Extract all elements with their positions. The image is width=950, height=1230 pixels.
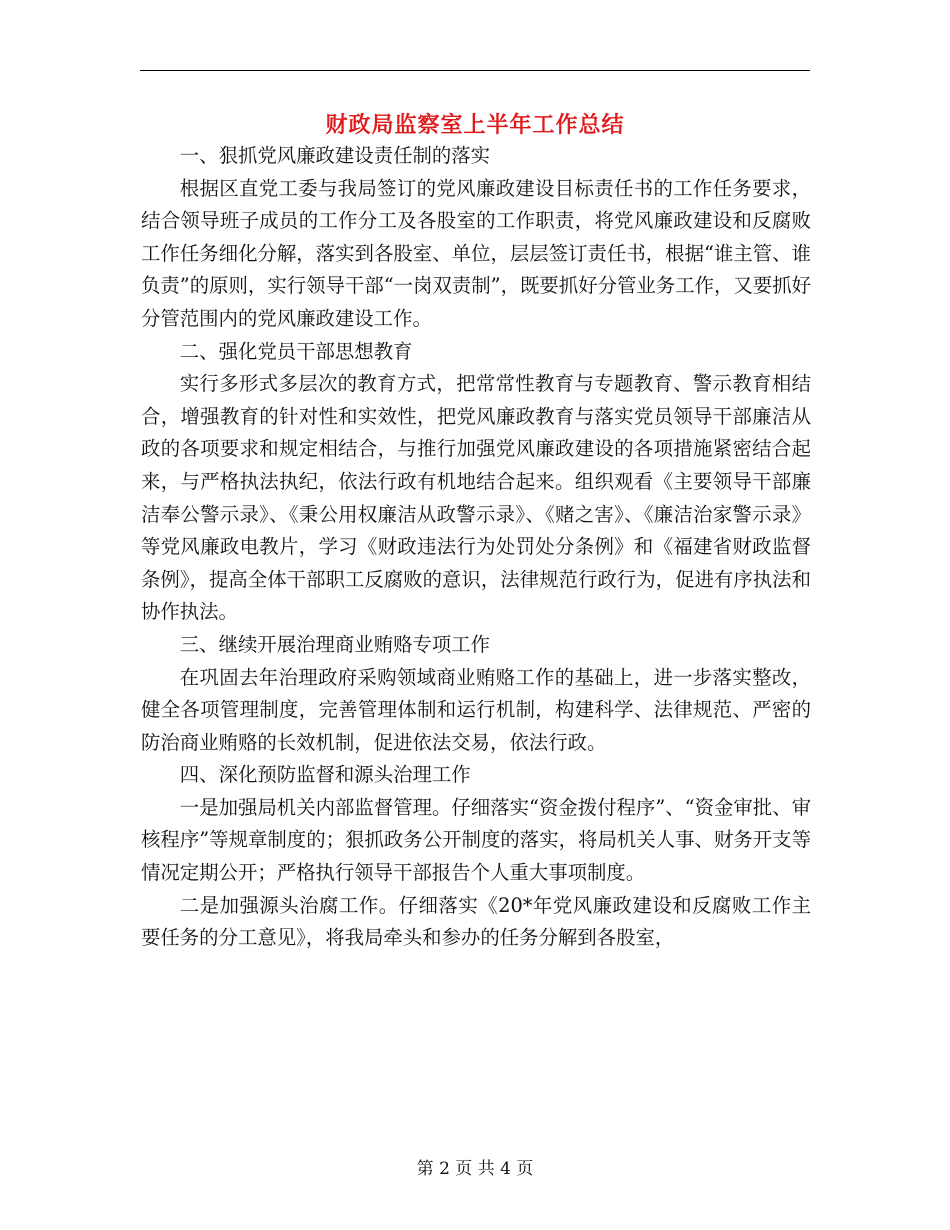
section-3-paragraph-1: 在巩固去年治理政府采购领域商业贿赂工作的基础上，进一步落实整改，健全各项管理制度，完善管理体制和运行机制，构建科学、法律规范、严密的防治商业贿赂的长效机制，促进依法交易，依法行政。 [141, 665, 811, 754]
section-2-paragraph-1: 实行多形式多层次的教育方式，把常常性教育与专题教育、警示教育相结合，增强教育的针对性和实效性，把党风廉政教育与落实党员领导干部廉洁从政的各项要求和规定相结合，与推行加强党风廉政建设的各项措施紧密结合起来，与严格执法执纪，依法行政有机地结合起来。组织观看《主要领导干部廉洁奉公警示录》、《秉公用权廉洁从政警示录》、《赌之害》、《廉洁治家警示录》等党风廉政电教片，学习《财政违法行为处罚处分条例》和《福建省财政监督条例》，提高全体干部职工反腐败的意识，法律规范行政行为，促进有序执法和协作执法。 [141, 372, 811, 624]
section-4-paragraph-2: 二是加强源头治腐工作。仔细落实《20*年党风廉政建设和反腐败工作主要任务的分工意见》，将我局牵头和参办的任务分解到各股室， [141, 893, 811, 950]
page-number: 第 2 页 共 4 页 [416, 1159, 534, 1179]
section-heading-1: 一、狠抓党风廉政建设责任制的落实 [179, 144, 491, 167]
section-1-paragraph-1: 根据区直党工委与我局签订的党风廉政建设目标责任书的工作任务要求，结合领导班子成员的工作分工及各股室的工作职责，将党风廉政建设和反腐败工作任务细化分解，落实到各股室、单位，层层签订责任书，根据“谁主管、谁负责”的原则，实行领导干部“一岗双责制”，既要抓好分管业务工作，又要抓好分管范围内的党风廉政建设工作。 [141, 176, 811, 330]
document-title: 财政局监察室上半年工作总结 [325, 113, 625, 138]
section-4-paragraph-1: 一是加强局机关内部监督管理。仔细落实“资金拨付程序”、“资金审批、审核程序”等规章制度的；狠抓政务公开制度的落实，将局机关人事、财务开支等情况定期公开；严格执行领导干部报告个人重大事项制度。 [141, 795, 811, 885]
section-heading-4: 四、深化预防监督和源头治理工作 [179, 763, 471, 787]
header-rule [140, 70, 810, 71]
section-heading-2: 二、强化党员干部思想教育 [179, 339, 413, 363]
document-body [141, 140, 811, 955]
section-heading-3: 三、继续开展治理商业贿赂专项工作 [179, 632, 491, 656]
